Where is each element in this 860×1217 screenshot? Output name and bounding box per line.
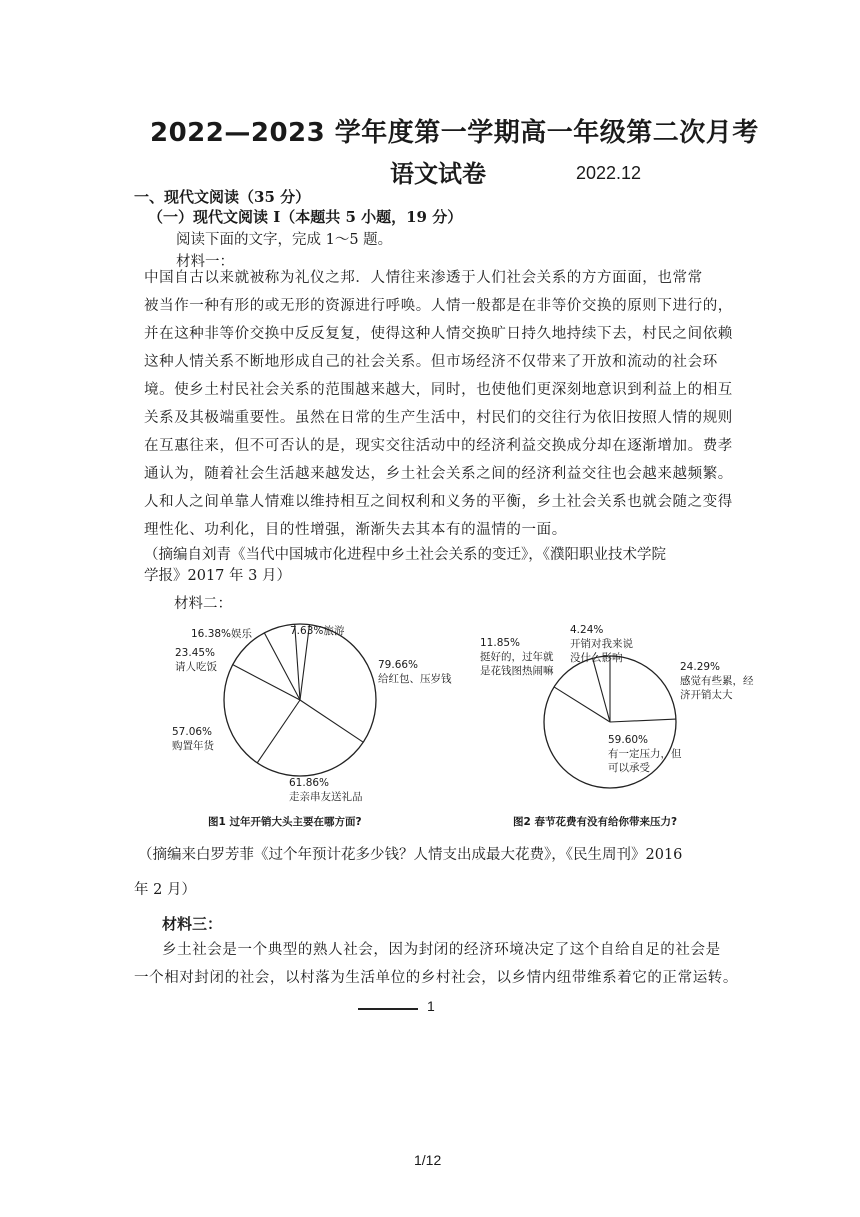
sub-section-heading: （一）现代文阅读 I（本题共 5 小题，19 分） [148, 208, 463, 226]
pie1-label-travel: 7.63%旅游 [290, 625, 345, 637]
pie2-label-none-pct: 4.24% [570, 624, 604, 636]
inner-page-number: 1 [427, 998, 435, 1014]
instruction: 阅读下面的文字，完成 1～5 题。 [176, 232, 393, 248]
pie1-label-goods-pct: 57.06% [172, 726, 213, 738]
material-3-line: 一个相对封闭的社会，以村落为生活单位的乡村社会，以乡情内纽带维系着它的正常运转。 [134, 970, 738, 986]
material-1-label: 材料一： [176, 254, 234, 270]
pie1-label-dinner-pct: 23.45% [175, 647, 216, 659]
chart-1-caption: 图1 过年开销大头主要在哪方面? [208, 816, 362, 828]
material-2-source: 年 2 月） [134, 882, 196, 898]
pie1-label-dinner-name: 请人吃饭 [175, 661, 217, 673]
pie1-label-redpacket-pct: 79.66% [378, 659, 419, 671]
section-heading: 一、现代文阅读（35 分） [134, 188, 311, 206]
material-1-line: 并在这种非等价交换中反反复复，使得这种人情交换旷日持久地持续下去，村民之间依赖 [144, 326, 733, 342]
pie2-label-ok-l2: 可以承受 [608, 762, 650, 774]
pie2-label-none-l1: 开销对我来说 [570, 638, 633, 650]
page-counter: 1/12 [414, 1152, 442, 1168]
pie2-label-fun-l2: 是花钱图热闹嘛 [480, 665, 554, 677]
material-3-label: 材料三： [162, 915, 223, 933]
material-1-line: 被当作一种有形的或无形的资源进行呼唤。人情一般都是在非等价交换的原则下进行的， [144, 298, 733, 314]
exam-date: 2022.12 [576, 163, 642, 183]
pie2-label-fun-pct: 11.85% [480, 637, 521, 649]
material-1-line: 人和人之间单靠人情难以维持相互之间权利和义务的平衡，乡土社会关系也就会随之变得 [144, 494, 733, 510]
material-1-source: （摘编自刘青《当代中国城市化进程中乡土社会关系的变迁》，《濮阳职业技术学院 [144, 547, 666, 563]
pie2-label-tired-l2: 济开销太大 [680, 689, 733, 701]
pie2-label-tired-pct: 24.29% [680, 661, 721, 673]
material-1-line: 这种人情关系不断地形成自己的社会关系。但市场经济不仅带来了开放和流动的社会环 [144, 354, 718, 370]
pie2-label-ok-l1: 有一定压力，但 [608, 748, 682, 760]
material-2-source: （摘编来白罗芳菲《过个年预计花多少钱？人情支出成最大花费》，《民生周刊》2016 [138, 847, 683, 863]
material-1-line: 中国自古以来就被称为礼仪之邦．人情往来渗透于人们社会关系的方方面面，也常常 [144, 270, 703, 286]
exam-title: 2022—2023 学年度第一学期高一年级第二次月考 [150, 118, 759, 148]
pie1-label-fun: 16.38%娱乐 [191, 628, 253, 640]
chart-2-caption: 图2 春节花费有没有给你带来压力? [513, 816, 678, 828]
material-1-line: 关系及其极端重要性。虽然在日常的生产生活中，村民们的交往行为依旧按照人情的规则 [144, 410, 733, 426]
material-1-line: 在互惠往来，但不可否认的是，现实交往活动中的经济利益交换成分却在逐渐增加。费孝 [144, 438, 733, 454]
pie1-label-goods-name: 购置年货 [172, 740, 214, 752]
material-1-line: 境。使乡土村民社会关系的范围越来越大，同时，也使他们更深刻地意识到利益上的相互 [144, 382, 733, 398]
material-1-source: 学报》2017 年 3 月） [144, 568, 291, 584]
pie1-label-gifts-name: 走亲串友送礼品 [289, 791, 363, 803]
pie1-label-redpacket-name: 给红包、压岁钱 [378, 673, 452, 685]
subject-title: 语文试卷 [390, 160, 486, 188]
pie2-label-ok-pct: 59.60% [608, 734, 649, 746]
pie-chart-1 [220, 620, 380, 780]
pie2-label-tired-l1: 感觉有些累，经 [680, 675, 754, 687]
pie1-label-gifts-pct: 61.86% [289, 777, 330, 789]
page-rule [358, 1008, 418, 1010]
material-1-line: 理性化、功利化，目的性增强，渐渐失去其本有的温情的一面。 [144, 522, 567, 538]
material-1-line: 通认为，随着社会生活越来越发达，乡土社会关系之间的经济利益交往也会越来越频繁。 [144, 466, 733, 482]
pie2-label-none-l2: 没什么影响 [570, 652, 623, 664]
material-3-line: 乡土社会是一个典型的熟人社会，因为封闭的经济环境决定了这个自给自足的社会是 [162, 942, 721, 958]
pie2-label-fun-l1: 挺好的，过年就 [480, 651, 554, 663]
material-2-label: 材料二： [174, 596, 232, 612]
